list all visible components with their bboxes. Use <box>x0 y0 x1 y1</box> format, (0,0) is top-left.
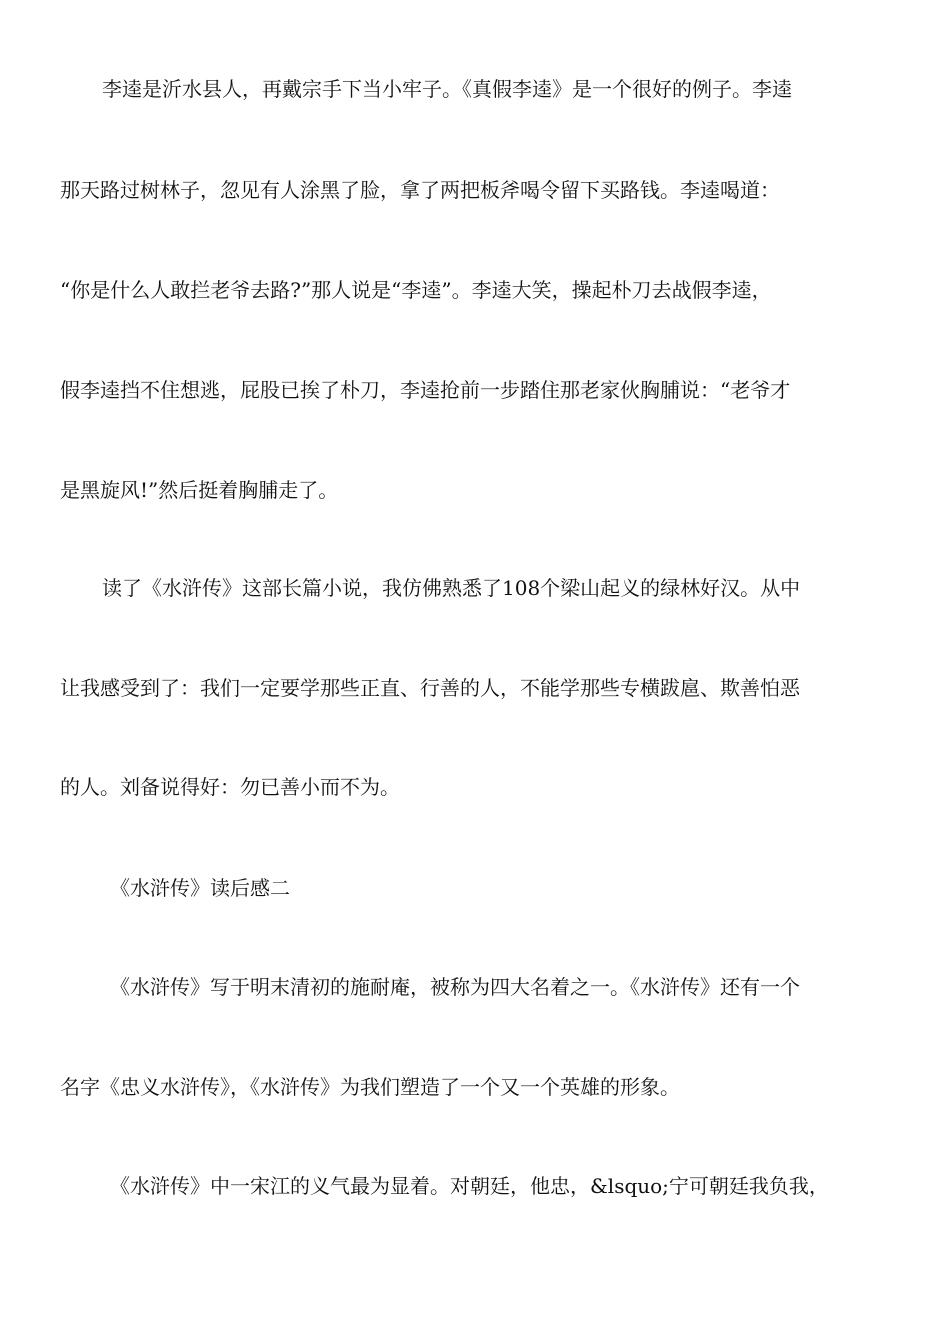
text-line: 假李逵挡不住想逃，屁股已挨了朴刀，李逵抢前一步踏住那老家伙胸脯说：“老爷才 <box>60 378 791 402</box>
text-line: 《水浒传》写于明末清初的施耐庵，被称为四大名着之一。《水浒传》还有一个 <box>110 975 800 999</box>
text-line: 名字《忠义水浒传》，《水浒传》为我们塑造了一个又一个英雄的形象。 <box>60 1075 680 1099</box>
text-line: “你是什么人敢拦老爷去路?”那人说是“李逵”。李逵大笑，操起朴刀去战假李逵， <box>60 278 772 302</box>
text-line: 李逵是沂水县人，再戴宗手下当小牢子。《真假李逵》是一个很好的例子。李逵 <box>102 77 792 101</box>
text-line: 读了《水浒传》这部长篇小说，我仿佛熟悉了108个梁山起义的绿林好汉。从中 <box>102 576 801 600</box>
text-line: 那天路过树林子，忽见有人涂黑了脸，拿了两把板斧喝令留下买路钱。李逵喝道： <box>60 178 780 202</box>
text-line: 让我感受到了：我们一定要学那些正直、行善的人，不能学那些专横跋扈、欺善怕恶 <box>60 676 800 700</box>
text-line: 《水浒传》中一宋江的义气最为显着。对朝廷，他忠，&lsquo;宁可朝廷我负我， <box>110 1174 829 1198</box>
text-line: 是黑旋风!”然后挺着胸脯走了。 <box>60 478 339 502</box>
section-heading: 《水浒传》读后感二 <box>110 876 290 900</box>
text-line: 的人。刘备说得好：勿已善小而不为。 <box>60 775 400 799</box>
